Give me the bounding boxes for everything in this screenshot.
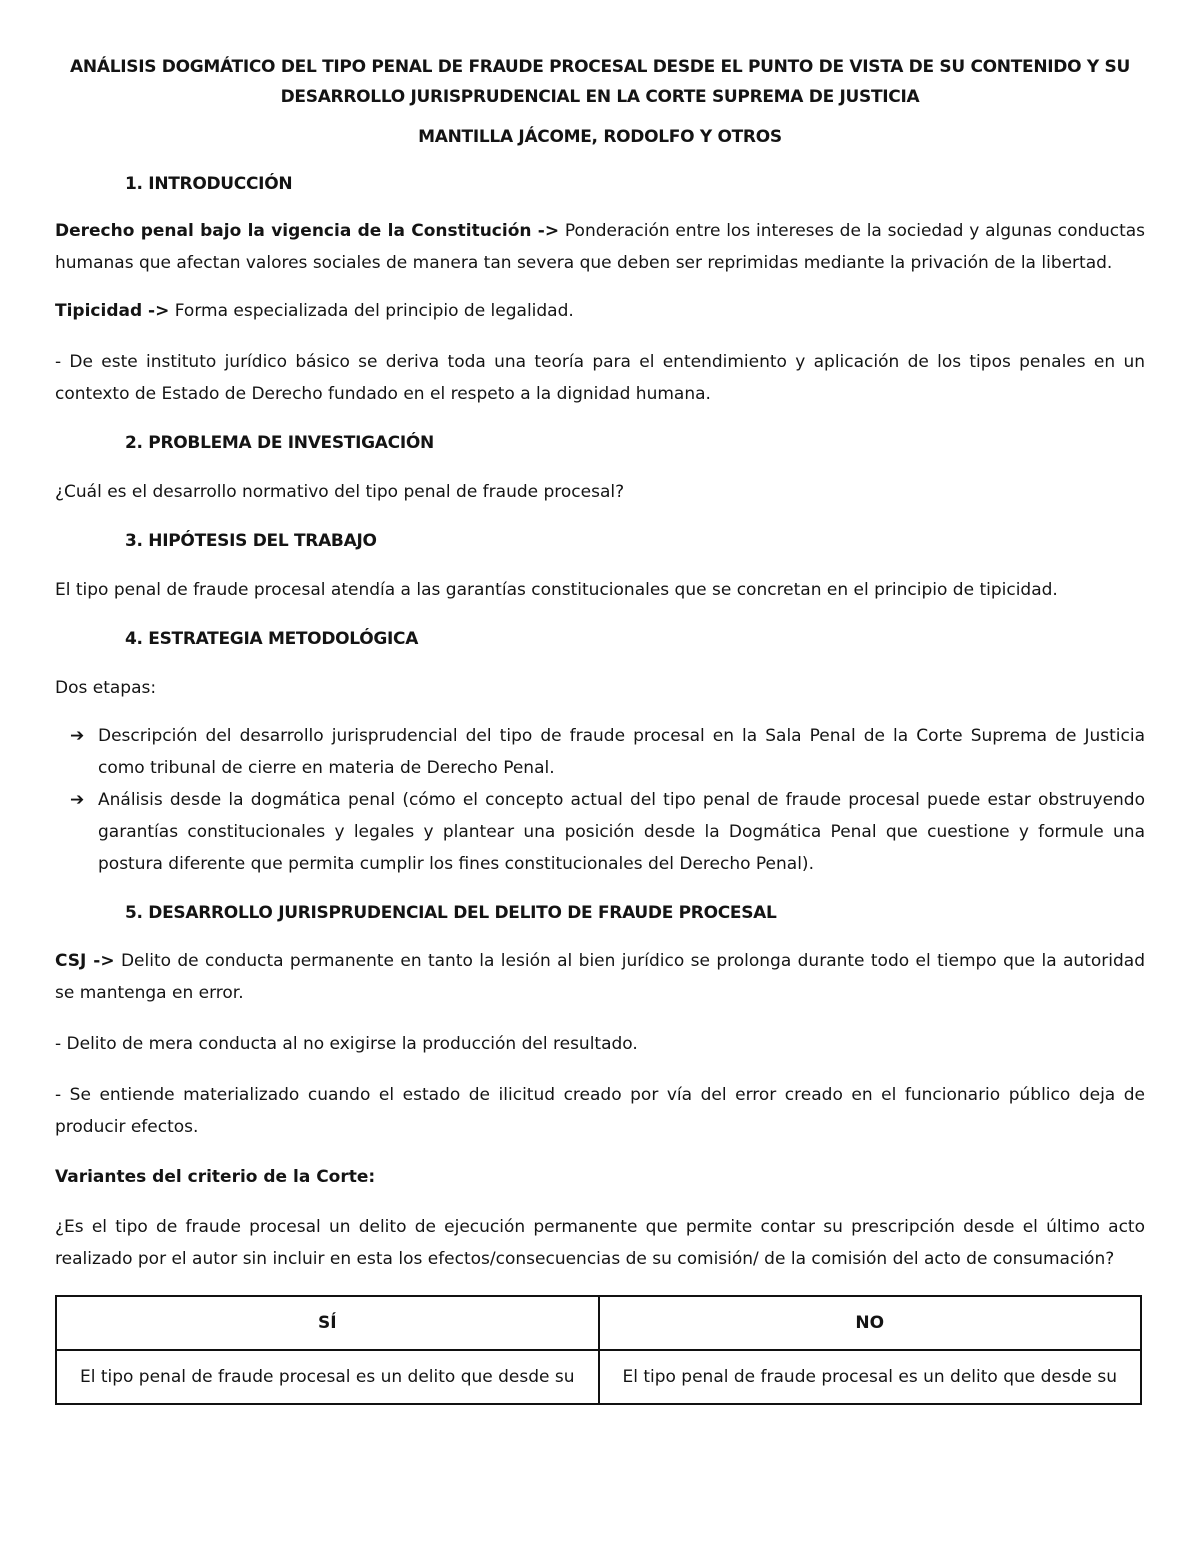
intro-paragraph-2-lead: Tipicidad -> (55, 301, 170, 321)
section-heading-problema: 2. PROBLEMA DE INVESTIGACIÓN (125, 433, 434, 453)
arrow-right-icon: ➔ (70, 790, 85, 810)
table-cell-si: El tipo penal de fraude procesal es un delito que desde su (56, 1350, 599, 1404)
table-header-row (56, 1296, 1141, 1350)
title-line-1: ANÁLISIS DOGMÁTICO DEL TIPO PENAL DE FRAUDE PROCESAL DESDE EL PUNTO DE VISTA DE SU CONTENIDO Y SU (70, 57, 1130, 77)
intro-paragraph-1-text: Ponderación entre los intereses de la sociedad y algunas conductas humanas que afectan valores sociales de manera tan severa que deben ser reprimidas mediante la privación de la libertad. (55, 221, 1146, 273)
document-page (55, 52, 1145, 1405)
intro-paragraph-2 (55, 295, 1145, 327)
title-line-2: DESARROLLO JURISPRUDENCIAL EN LA CORTE SUPREMA DE JUSTICIA (280, 87, 920, 107)
section-heading-introduccion: 1. INTRODUCCIÓN (125, 174, 293, 194)
table-cell-no: El tipo penal de fraude procesal es un delito que desde su (599, 1350, 1142, 1404)
desarrollo-paragraph-2: - Delito de mera conducta al no exigirse la producción del resultado. (55, 1034, 638, 1054)
intro-paragraph-1 (55, 215, 1145, 279)
list-item-text: Descripción del desarrollo jurisprudencial del tipo de fraude procesal en la Sala Penal de la Corte Suprema de Justicia como tribunal de cierre en materia de Derecho Penal. (98, 726, 1145, 778)
desarrollo-paragraph-3: - Se entiende materializado cuando el estado de ilicitud creado por vía del error creado en el funcionario público deja de producir efectos. (55, 1085, 1145, 1137)
variantes-heading-text: Variantes del criterio de la Corte: (55, 1167, 376, 1187)
section-heading-hipotesis: 3. HIPÓTESIS DEL TRABAJO (125, 531, 377, 551)
section-heading-desarrollo: 5. DESARROLLO JURISPRUDENCIAL DEL DELITO DE FRAUDE PROCESAL (125, 903, 777, 923)
table-row (56, 1350, 1141, 1404)
table-header-no: NO (599, 1296, 1142, 1350)
comparison-table (55, 1295, 1142, 1405)
list-item-text: Análisis desde la dogmática penal (cómo el concepto actual del tipo penal de fraude procesal puede estar obstruyendo garantías constitucionales y legales y plantear una posición desde la Dogmática Penal que cuestione y formule una postura diferente que permita cumplir los fines constitucionales del Derecho Penal). (98, 790, 1145, 874)
desarrollo-paragraph-1-text: Delito de conducta permanente en tanto la lesión al bien jurídico se prolonga durante todo el tiempo que la autoridad se mantenga en error. (55, 951, 1145, 1003)
intro-paragraph-3: - De este instituto jurídico básico se deriva toda una teoría para el entendimiento y aplicación de los tipos penales en un contexto de Estado de Derecho fundado en el respeto a la dignidad humana. (55, 352, 1145, 404)
table-header-si: SÍ (56, 1296, 599, 1350)
desarrollo-paragraph-1-lead: CSJ -> (55, 951, 115, 971)
variantes-heading (55, 1161, 1145, 1193)
desarrollo-paragraph-1 (55, 945, 1145, 1009)
intro-paragraph-1-lead: Derecho penal bajo la vigencia de la Constitución -> (55, 221, 560, 241)
document-author: MANTILLA JÁCOME, RODOLFO Y OTROS (418, 127, 782, 147)
estrategia-intro: Dos etapas: (55, 678, 157, 698)
estrategia-list (55, 720, 1145, 880)
list-item (70, 720, 1145, 784)
problema-paragraph: ¿Cuál es el desarrollo normativo del tipo penal de fraude procesal? (55, 482, 625, 502)
arrow-right-icon: ➔ (70, 726, 85, 746)
hipotesis-paragraph: El tipo penal de fraude procesal atendía a las garantías constitucionales que se concretan en el principio de tipicidad. (55, 580, 1058, 600)
section-heading-estrategia: 4. ESTRATEGIA METODOLÓGICA (125, 629, 419, 649)
list-item (70, 784, 1145, 880)
intro-paragraph-2-text: Forma especializada del principio de legalidad. (169, 301, 574, 321)
variantes-question: ¿Es el tipo de fraude procesal un delito de ejecución permanente que permite contar su prescripción desde el último acto realizado por el autor sin incluir en esta los efectos/consecuencias de su comisión/ de la comisión del acto de consumación? (55, 1217, 1145, 1269)
document-title (55, 52, 1145, 112)
